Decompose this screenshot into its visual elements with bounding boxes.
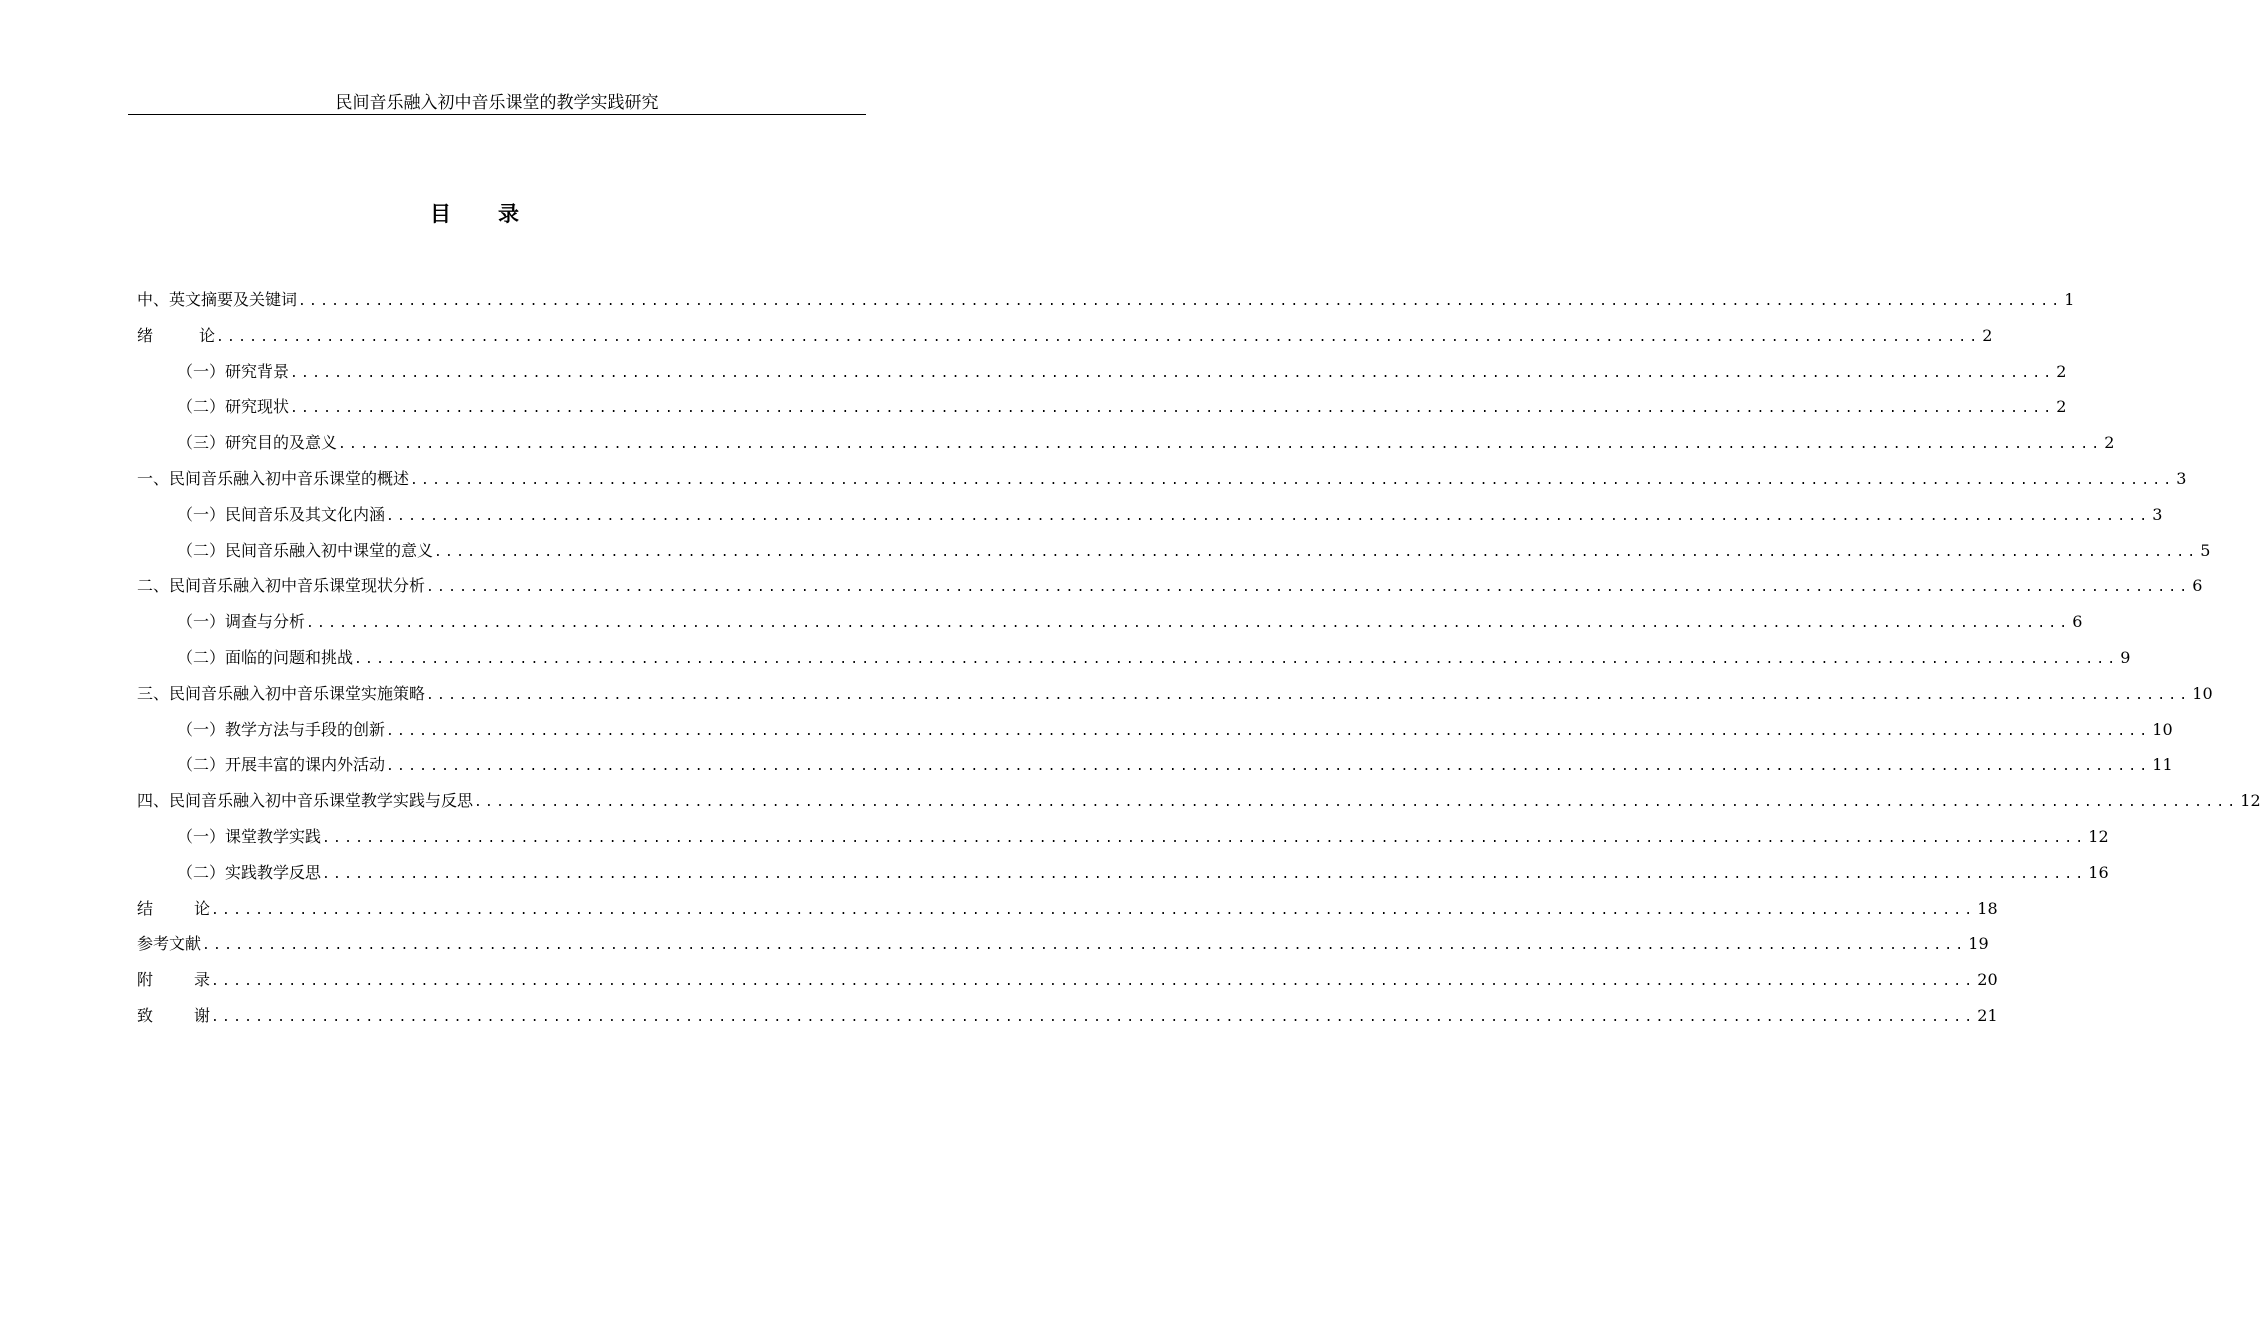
toc-entry-label: （一）调查与分析 xyxy=(177,612,306,632)
header-rule xyxy=(128,114,866,115)
toc-entry-page: 3 xyxy=(2152,504,2163,524)
toc-entry-label: （一）民间音乐及其文化内涵 xyxy=(177,504,386,524)
toc-entry-label-first-char: 附 xyxy=(137,970,154,990)
toc-entry-label-second-char: 录 xyxy=(194,970,211,990)
toc-entry-research-purpose[interactable] xyxy=(137,429,2115,465)
toc-entry-appendix[interactable] xyxy=(137,966,1998,1002)
toc-entry-chapter-1[interactable] xyxy=(137,465,2187,501)
toc-entry-page: 1 xyxy=(2064,290,2075,309)
toc-entry-page: 9 xyxy=(2120,647,2131,667)
toc-entry-label: （二）实践教学反思 xyxy=(177,862,322,882)
toc-entry-2-2[interactable] xyxy=(137,644,2131,680)
toc-entry-label: （二）民间音乐融入初中课堂的意义 xyxy=(177,540,434,560)
toc-entry-page: 21 xyxy=(1977,1005,1998,1025)
toc-entry-label: 三、民间音乐融入初中音乐课堂实施策略 xyxy=(137,683,426,703)
toc-entry-research-background[interactable] xyxy=(137,358,2067,394)
toc-entry-introduction[interactable] xyxy=(137,322,1993,358)
toc-entry-page: 11 xyxy=(2152,755,2173,775)
toc-entry-4-2[interactable] xyxy=(137,859,2109,895)
toc-entry-conclusion[interactable] xyxy=(137,895,1998,931)
toc-entry-page: 10 xyxy=(2152,719,2173,739)
toc-entry-label-second-char: 论 xyxy=(194,898,211,918)
toc-entry-1-2[interactable] xyxy=(137,537,2211,573)
dot-leader: ................................................................................................................................................................ xyxy=(211,1009,1976,1025)
toc-entry-page: 3 xyxy=(2176,468,2187,488)
toc-entry-chapter-2[interactable] xyxy=(137,572,2203,608)
toc-entry-4-1[interactable] xyxy=(137,823,2109,859)
toc-entry-label xyxy=(137,895,210,923)
dot-leader: ................................................................................................................................................................ xyxy=(322,830,2087,846)
toc-entry-research-status[interactable] xyxy=(137,393,2067,429)
toc-entry-page: 2 xyxy=(2056,397,2067,417)
toc-entry-label-second-char: 谢 xyxy=(194,1005,211,1025)
toc-entry-label-second-char: 论 xyxy=(199,325,216,345)
toc-title xyxy=(0,200,950,228)
toc-entry-label-first-char: 结 xyxy=(137,898,154,918)
toc-entry-chapter-3[interactable] xyxy=(137,680,2213,716)
dot-leader: ................................................................................................................................................................ xyxy=(434,544,2199,560)
toc-entry-page: 16 xyxy=(2088,862,2109,882)
toc-entry-page: 12 xyxy=(2240,791,2261,811)
toc-entry-label: （一）研究背景 xyxy=(177,361,290,381)
dot-leader: ................................................................................................................................................................ xyxy=(306,616,2071,632)
toc-entry-page: 6 xyxy=(2192,576,2203,596)
toc-entry-page: 19 xyxy=(1968,934,1989,954)
toc-entry-acknowledgements[interactable] xyxy=(137,1002,1998,1038)
toc-entry-label: 二、民间音乐融入初中音乐课堂现状分析 xyxy=(137,576,426,596)
toc-entry-page: 5 xyxy=(2200,540,2211,560)
toc-entry-label: 四、民间音乐融入初中音乐课堂教学实践与反思 xyxy=(137,791,474,811)
toc-entry-label xyxy=(137,966,210,994)
toc-entry-page: 18 xyxy=(1977,898,1998,918)
toc-entry-label: （一）课堂教学实践 xyxy=(177,826,322,846)
dot-leader: ................................................................................................................................................................ xyxy=(322,866,2087,882)
toc-entry-page: 2 xyxy=(2056,361,2067,381)
dot-leader: ................................................................................................................................................................ xyxy=(290,365,2055,381)
toc-list xyxy=(137,286,2261,1038)
dot-leader: ................................................................................................................................................................ xyxy=(410,472,2175,488)
dot-leader: ................................................................................................................................................................ xyxy=(338,437,2103,453)
dot-leader: ................................................................................................................................................................ xyxy=(211,902,1976,918)
running-header: 民间音乐融入初中音乐课堂的教学实践研究 xyxy=(335,93,659,113)
toc-entry-label: 一、民间音乐融入初中音乐课堂的概述 xyxy=(137,468,410,488)
dot-leader: ................................................................................................................................................................ xyxy=(386,723,2151,739)
toc-entry-label xyxy=(137,322,215,350)
toc-entry-1-1[interactable] xyxy=(137,501,2163,537)
toc-entry-label: （三）研究目的及意义 xyxy=(177,433,338,453)
toc-entry-label xyxy=(137,1002,210,1030)
dot-leader: ................................................................................................................................................................ xyxy=(290,401,2055,417)
toc-entry-references[interactable] xyxy=(137,930,1989,966)
dot-leader: ................................................................................................................................................................ xyxy=(298,294,2063,309)
dot-leader: ................................................................................................................................................................ xyxy=(216,329,1981,345)
toc-entry-label-first-char: 致 xyxy=(137,1005,154,1025)
toc-entry-label: 中、英文摘要及关键词 xyxy=(137,290,298,309)
dot-leader: ................................................................................................................................................................ xyxy=(386,508,2151,524)
toc-entry-label: （二）开展丰富的课内外活动 xyxy=(177,755,386,775)
dot-leader: ................................................................................................................................................................ xyxy=(426,687,2191,703)
toc-entry-3-1[interactable] xyxy=(137,716,2173,752)
dot-leader: ................................................................................................................................................................ xyxy=(386,759,2151,775)
toc-title-part1: 目 xyxy=(430,201,452,226)
toc-entry-chapter-4[interactable] xyxy=(137,787,2261,823)
toc-entry-2-1[interactable] xyxy=(137,608,2083,644)
toc-entry-page: 12 xyxy=(2088,826,2109,846)
toc-title-part2: 录 xyxy=(498,201,520,226)
toc-entry-label: 参考文献 xyxy=(137,934,202,954)
toc-entry-abstract[interactable] xyxy=(137,286,2075,322)
dot-leader: ................................................................................................................................................................ xyxy=(211,974,1976,990)
toc-entry-label: （二）面临的问题和挑战 xyxy=(177,647,354,667)
toc-entry-page: 20 xyxy=(1977,970,1998,990)
dot-leader: ................................................................................................................................................................ xyxy=(202,938,1967,954)
toc-entry-label: （一）教学方法与手段的创新 xyxy=(177,719,386,739)
dot-leader: ................................................................................................................................................................ xyxy=(354,651,2119,667)
toc-entry-label: （二）研究现状 xyxy=(177,397,290,417)
toc-entry-page: 2 xyxy=(1982,325,1993,345)
toc-entry-page: 6 xyxy=(2072,612,2083,632)
dot-leader: ................................................................................................................................................................ xyxy=(426,580,2191,596)
dot-leader: ................................................................................................................................................................ xyxy=(474,795,2239,811)
toc-entry-label-first-char: 绪 xyxy=(137,325,154,345)
toc-entry-page: 10 xyxy=(2192,683,2213,703)
toc-entry-page: 2 xyxy=(2104,433,2115,453)
toc-entry-3-2[interactable] xyxy=(137,751,2173,787)
